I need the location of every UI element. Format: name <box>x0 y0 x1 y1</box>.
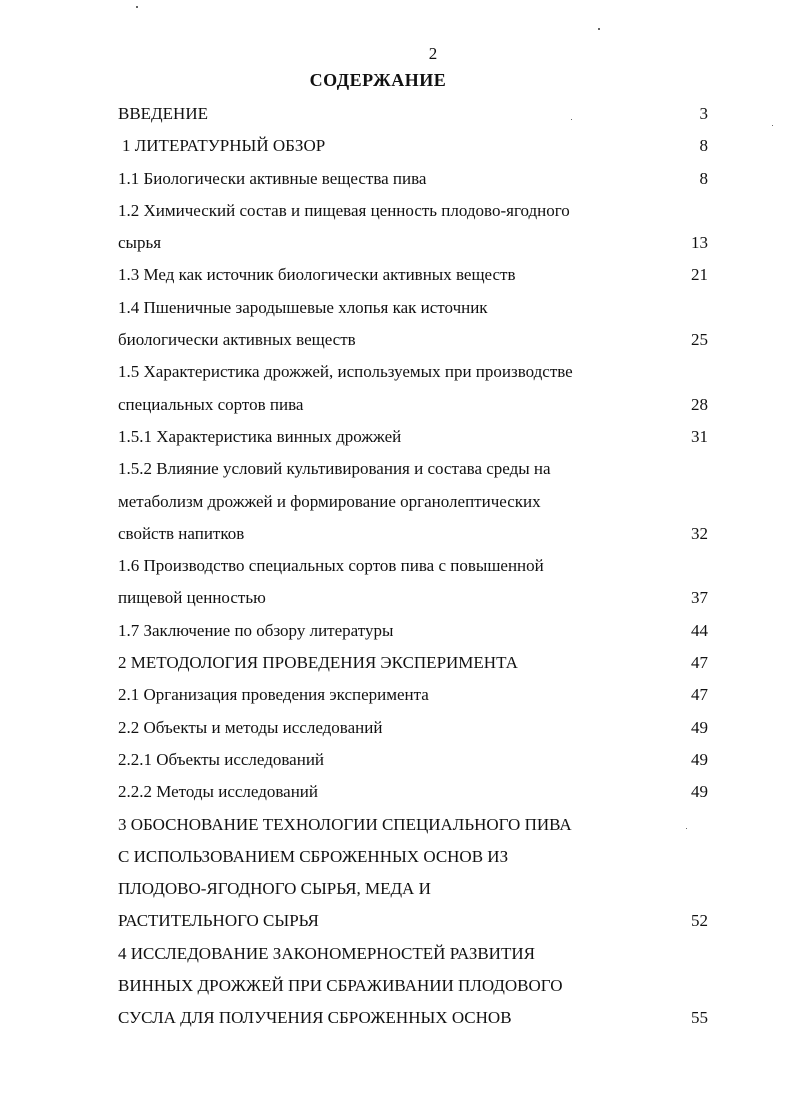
toc-entry-text: РАСТИТЕЛЬНОГО СЫРЬЯ <box>118 911 319 931</box>
toc-line <box>118 744 710 776</box>
toc-line <box>118 1002 710 1034</box>
toc-entry-text: 1.6 Производство специальных сортов пива с повышенной <box>118 556 544 576</box>
toc-entry-page: 8 <box>699 168 708 188</box>
toc-line <box>118 98 710 130</box>
toc-entry-text: СУСЛА ДЛЯ ПОЛУЧЕНИЯ СБРОЖЕННЫХ ОСНОВ <box>118 1008 512 1028</box>
toc-line <box>118 130 710 162</box>
toc-entry-page: 44 <box>691 620 708 640</box>
toc-entry-page: 49 <box>691 782 708 802</box>
scan-speck <box>571 119 572 120</box>
toc-entry-text: ВВЕДЕНИЕ <box>118 104 208 123</box>
toc-line <box>118 647 710 679</box>
toc-entry-text: 1.2 Химический состав и пищевая ценность плодово-ягодного <box>118 200 570 220</box>
toc-entry-text: сырья <box>118 233 162 253</box>
toc-line <box>118 905 710 937</box>
toc-entry-text: 2.1 Организация проведения эксперимента <box>118 685 429 705</box>
toc-entry-text: 1 ЛИТЕРАТУРНЫЙ ОБЗОР <box>122 136 326 156</box>
toc-entry-text: 2.2.2 Методы исследований <box>118 782 319 802</box>
toc-line <box>118 582 710 614</box>
toc-entry-text: ПЛОДОВО-ЯГОДНОГО СЫРЬЯ, МЕДА И <box>118 879 431 899</box>
toc-entry-page: 47 <box>691 685 708 705</box>
toc-line <box>118 195 710 227</box>
toc-entry-page: 52 <box>691 911 708 931</box>
toc-entry-page: 28 <box>691 394 708 414</box>
toc-entry-page: 31 <box>691 426 708 446</box>
toc-entry-text: ВИННЫХ ДРОЖЖЕЙ ПРИ СБРАЖИВАНИИ ПЛОДОВОГО <box>118 976 563 996</box>
toc-line <box>118 227 710 259</box>
scan-speck <box>686 828 687 829</box>
toc-line <box>118 679 710 711</box>
toc-line <box>118 938 710 970</box>
toc-entry-page: 49 <box>691 717 708 737</box>
toc-entry-text: 1.5.1 Характеристика винных дрожжей <box>118 426 402 446</box>
toc-entry-text: 2.2 Объекты и методы исследований <box>118 717 383 737</box>
toc-line <box>118 259 710 291</box>
toc-line <box>118 389 710 421</box>
toc-entry-text: 1.4 Пшеничные зародышевые хлопья как источник <box>118 297 488 317</box>
toc-entry-text: 1.5 Характеристика дрожжей, используемых при производстве <box>118 362 573 382</box>
toc-entry-text: биологически активных веществ <box>118 330 356 350</box>
toc-entry-page: 47 <box>691 653 708 673</box>
toc-entry-text: специальных сортов пива <box>118 394 304 414</box>
toc-entry-page: 13 <box>691 233 708 253</box>
toc-line <box>118 615 710 647</box>
toc-line <box>118 486 710 518</box>
toc-entry-text: 1.5.2 Влияние условий культивирования и состава среды на <box>118 459 551 479</box>
toc-entry-page: 8 <box>699 136 708 156</box>
table-of-contents <box>118 98 710 1035</box>
toc-line <box>118 518 710 550</box>
toc-entry-text: свойств напитков <box>118 523 245 543</box>
toc-line <box>118 324 710 356</box>
toc-entry-text: 1.1 Биологически активные вещества пива <box>118 168 427 188</box>
toc-entry-page: 3 <box>699 104 708 123</box>
toc-line <box>118 841 710 873</box>
toc-entry-text: 2.2.1 Объекты исследований <box>118 749 325 769</box>
page-title: СОДЕРЖАНИЕ <box>309 70 447 90</box>
page-number: 2 <box>428 44 438 63</box>
toc-entry-page: 32 <box>691 523 708 543</box>
toc-line <box>118 970 710 1002</box>
toc-line <box>118 163 710 195</box>
toc-entry-page: 21 <box>691 265 708 285</box>
toc-entry-text: 2 МЕТОДОЛОГИЯ ПРОВЕДЕНИЯ ЭКСПЕРИМЕНТА <box>118 653 518 673</box>
toc-entry-text: 4 ИССЛЕДОВАНИЕ ЗАКОНОМЕРНОСТЕЙ РАЗВИТИЯ <box>118 943 535 963</box>
scan-speck <box>136 6 138 8</box>
toc-line <box>118 776 710 808</box>
toc-line <box>118 712 710 744</box>
toc-entry-text: С ИСПОЛЬЗОВАНИЕМ СБРОЖЕННЫХ ОСНОВ ИЗ <box>118 846 509 866</box>
toc-line <box>118 292 710 324</box>
scan-speck <box>598 28 600 30</box>
toc-line <box>118 873 710 905</box>
toc-line <box>118 550 710 582</box>
toc-entry-page: 25 <box>691 330 708 350</box>
toc-entry-page: 37 <box>691 588 708 608</box>
toc-entry-text: 1.7 Заключение по обзору литературы <box>118 620 394 640</box>
toc-entry-text: метаболизм дрожжей и формирование органолептических <box>118 491 541 511</box>
toc-entry-page: 55 <box>691 1008 708 1028</box>
toc-line <box>118 809 710 841</box>
toc-entry-page: 49 <box>691 749 708 769</box>
toc-entry-text: 1.3 Мед как источник биологически активных веществ <box>118 265 516 285</box>
toc-entry-text: 3 ОБОСНОВАНИЕ ТЕХНОЛОГИИ СПЕЦИАЛЬНОГО ПИВА <box>118 814 572 834</box>
toc-line <box>118 453 710 485</box>
scan-speck <box>772 125 773 126</box>
toc-entry-text: пищевой ценностью <box>118 588 266 608</box>
toc-line <box>118 421 710 453</box>
toc-line <box>118 356 710 388</box>
